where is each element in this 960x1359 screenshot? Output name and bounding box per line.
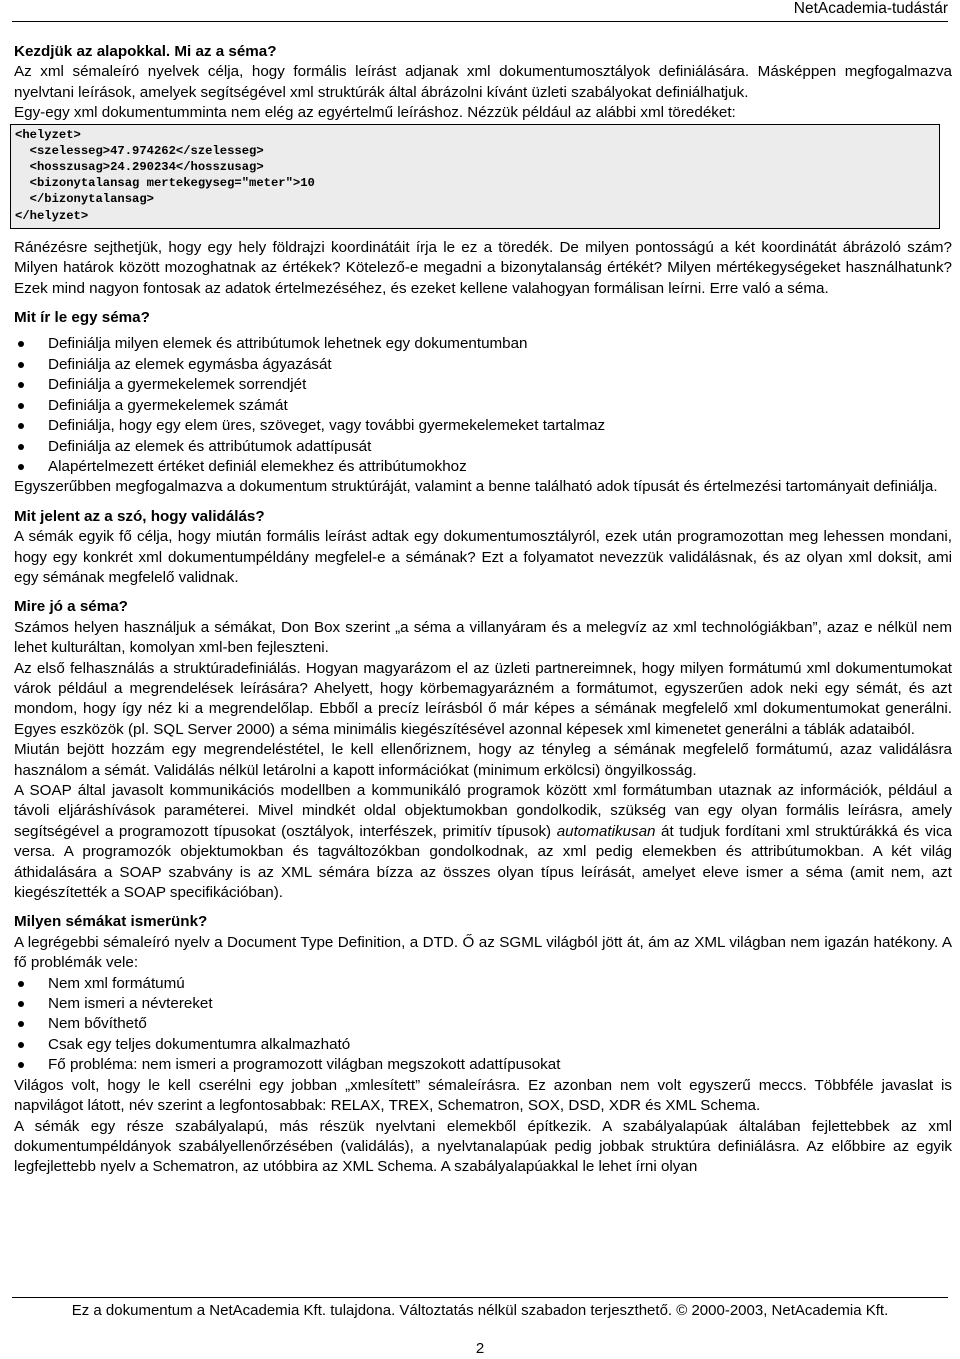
spacer [14, 588, 952, 597]
paragraph: Világos volt, hogy le kell cserélni egy jobban „xmlesített” sémaleírásra. Ez azonban nem volt egyszerű meccs. Többféle javaslat is napvilágot látott, név szerint a legfontosabbak: RELAX, TREX, Schematron, SOX, DSD, XDR és XML Schema. [14, 1076, 952, 1115]
paragraph: Egyszerűbben megfogalmazva a dokumentum struktúráját, valamint a benne található adok típusát és értelmezési tartományait definiálja. [14, 478, 938, 496]
list-item: Csak egy teljes dokumentumra alkalmazható [14, 1035, 952, 1055]
bullet-list [14, 974, 952, 1076]
section-heading-what-is-schema: Kezdjük az alapokkal. Mi az a séma? [14, 43, 277, 60]
page-header [12, 0, 948, 22]
spacer [14, 229, 952, 238]
spacer [14, 903, 952, 912]
paragraph: Számos helyen használjuk a sémákat, Don Box szerint „a séma a villanyáram és a melegvíz az xml technológiákban”, azaz e nélkül nem lehet kulturáltan, komolyan xml-ben fejleszteni. [14, 618, 952, 657]
paragraph: A sémák egy része szabályalapú, más részük nyelvtani elemekből építkezik. A szabályalapúak általában fejlettebbek az xml dokumentumpéldányok szabályellenőrzésében (validálás), a nyelvtanalapúak pedig jobbak struktúra definiálásra. Az előbbire az egyik legfejlettebb nyelv a Schematron, az utóbbira az XML Schema. A szabályalapúakkal le lehet írni olyan [14, 1117, 952, 1176]
list-item: Nem ismeri a névtereket [14, 994, 952, 1014]
paragraph: Az első felhasználás a struktúradefiniálás. Hogyan magyarázom el az üzleti partnereimnek, hogy milyen formátumú xml dokumentumokat várok például a megrendelések leírására? Ahelyett, hogy körbemagyarázném a formátumot, egyszerűen adok neki egy sémát, és azt mondom, hogy így néz ki a megrendelőlap. Ebből a precíz leírásból ő már képes a sémának megfelelő xml dokumentumokat generálni. Egyes eszközök (pl. SQL Server 2000) a séma minimális kiegészítésével azonnal képesek xml kimenetet generálni a táblák adataiból. [14, 659, 952, 738]
paragraph: Az xml sémaleíró nyelvek célja, hogy formális leírást adjanak xml dokumentumosztályok definiálására. Másképpen megfogalmazva nyelvtani leírások, amelyek segítségével xml struktúrák által ábrázolni kívánt üzleti szabályokat definiálhatjuk. [14, 63, 952, 101]
list-item: Definiálja a gyermekelemek sorrendjét [14, 375, 952, 395]
section-heading-known-schemas: Milyen sémákat ismerünk? [14, 913, 208, 931]
text-run: A SOAP által javasolt kommunikációs modellben a kommunikáló programok között xml formátumban utaznak az információk, például a távoli eljáráshívások paraméterei. Mivel mindkét oldal objektumokban gondolkodik, szükség van egy olyan formális leírásra, amely segítségével a programozott típusokat (osztályok, interfészek, primitív típusok) [14, 782, 952, 840]
section-heading-validation: Mit jelent az a szó, hogy validálás? [14, 507, 265, 525]
list-item: Fő probléma: nem ismeri a programozott világban megszokott adattípusokat [14, 1055, 952, 1075]
copyright-text: Ez a dokumentum a NetAcademia Kft. tulajdona. Változtatás nélkül szabadon terjeszthető. © 2000-2003, NetAcademia Kft. [71, 1302, 889, 1319]
page-number: 2 [475, 1340, 485, 1357]
list-item: Definiálja az elemek egymásba ágyazását [14, 355, 952, 375]
header-title: NetAcademia-tudástár [793, 0, 948, 17]
paragraph: Miután bejött hozzám egy megrendeléstétel, le kell ellenőriznem, hogy az tényleg a sémának megfelelő formátumú, azaz validálásra használom a sémát. Validálás nélkül letárolni a kapott információkat (minimum erkölcsi) öngyilkosság. [14, 741, 952, 779]
list-item: Nem xml formátumú [14, 974, 952, 994]
list-item: Nem bővíthető [14, 1014, 952, 1034]
paragraph [14, 781, 952, 903]
section-heading-what-schema-is-good-for: Mire jó a séma? [14, 598, 128, 616]
spacer [14, 498, 952, 507]
list-item: Definiálja milyen elemek és attribútumok lehetnek egy dokumentumban [14, 334, 952, 354]
spacer [14, 299, 952, 308]
emphasis-text: automatikusan [556, 822, 656, 840]
paragraph: A legrégebbi sémaleíró nyelv a Document Type Definition, a DTD. Ő az SGML világból jött át, ám az XML világban nem igazán hatékony. A fő problémák vele: [14, 933, 952, 972]
paragraph: Ránézésre sejthetjük, hogy egy hely földrajzi koordinátáit írja le ez a töredék. De milyen pontosságú a két koordinátát ábrázoló szám? Milyen határok között mozoghatnak az értékek? Kötelező-e megadni a bizonytalanság értékét? Milyen mértékegységeket használhatunk? Ezek mind nagyon fontosak az adatok értelmezéséhez, és ezeket kellene valahogyan formálisan leírni. Erre való a séma. [14, 238, 952, 297]
paragraph: Egy-egy xml dokumentumminta nem elég az egyértelmű leíráshoz. Nézzük például az alábbi xml töredéket: [14, 104, 736, 122]
list-item: Alapértelmezett értéket definiál elemekhez és attribútumokhoz [14, 457, 952, 477]
page-footer [12, 1297, 948, 1320]
list-item: Definiálja az elemek és attribútumok adattípusát [14, 437, 952, 457]
document-body [14, 42, 952, 1178]
text-run: át tudjuk fordítani xml struktúrákká és vica versa. A programozók objektumokban és tagváltozókban gondolkodnak, az xml pedig elemekben és attribútumokban. A két világ áthidalására a SOAP szabvány is az XML sémára bízza az összes olyan típus leírását, amelyet eleve ismer a séma (amit nem, azt kiegészítették a SOAP specifikációban). [14, 822, 952, 902]
bullet-list [14, 334, 952, 477]
paragraph: A sémák egyik fő célja, hogy miután formális leírást adtak egy dokumentumosztályról, ezek után programozottan meg lehessen mondani, hogy egy konkrét xml dokumentumpéldány megfelel-e a sémának? Ezt a folyamatot nevezzük validálásnak, és az olyan xml doksit, ami egy sémának megfelelő validnak. [14, 528, 952, 586]
list-item: Definiálja, hogy egy elem üres, szöveget, vagy további gyermekelemeket tartalmaz [14, 416, 952, 436]
list-item: Definiálja a gyermekelemek számát [14, 396, 952, 416]
xml-code-block: <helyzet> <szelesseg>47.974262</szelesseg> <hosszusag>24.290234</hosszusag> <bizonytalansag mertekegyseg="meter">10 </bizonytalansag> </helyzet> [10, 124, 940, 229]
section-heading-what-schema-describes: Mit ír le egy séma? [14, 309, 150, 327]
